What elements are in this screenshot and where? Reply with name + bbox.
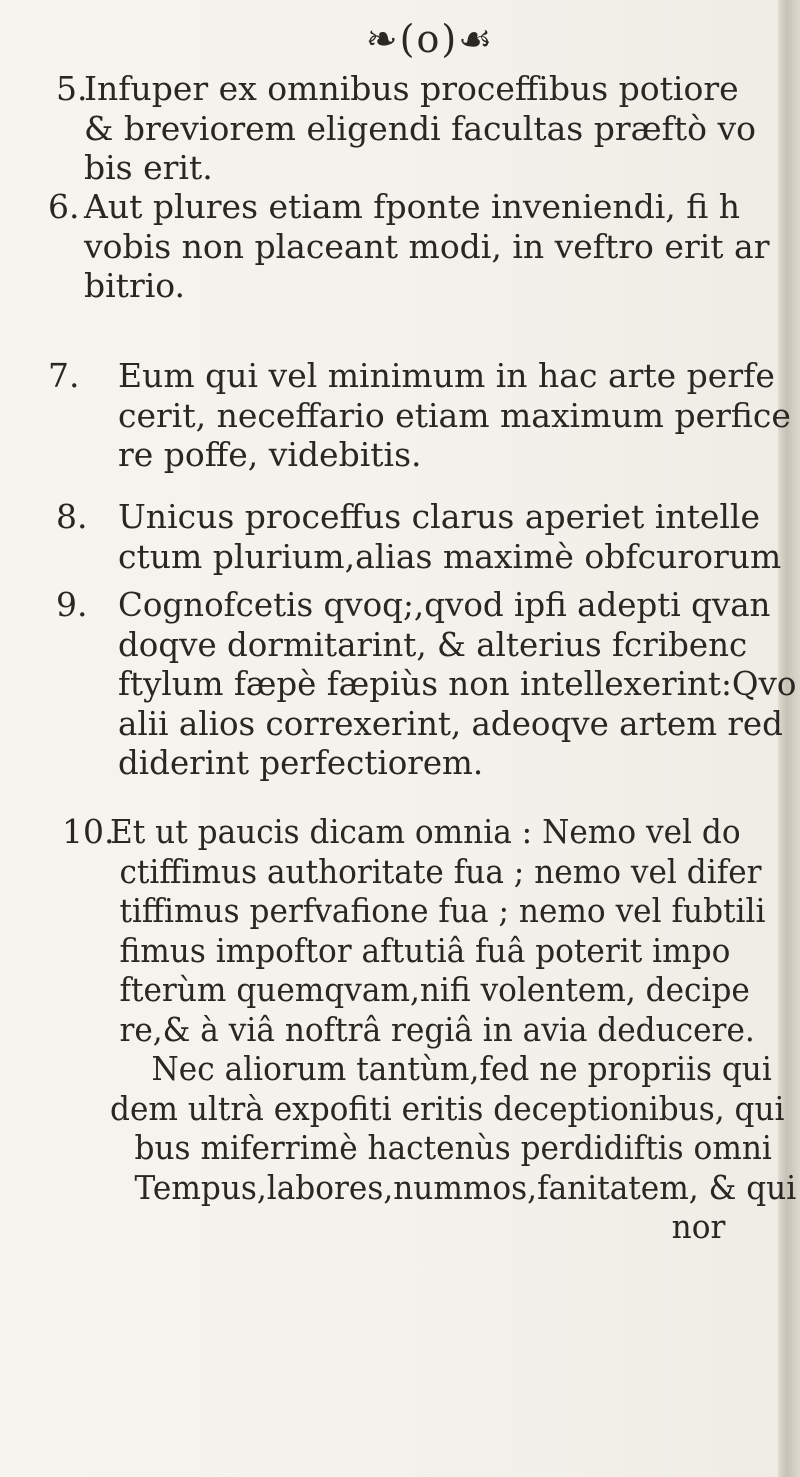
text-line: fimus impoftor aftutiâ fuâ poterit impo [119,930,731,970]
paragraph-number: 10. [62,812,115,851]
text-line: Eum qui vel minimum in hac arte perfe [118,356,775,395]
text-line: re,& à viâ noftrâ regiâ in avia deducere. [119,1009,755,1049]
text-line: bus miferrimè hactenùs perdidiftis omni [134,1128,772,1167]
paragraph-number: 5. [56,69,88,108]
text-line: Tempus,labores,nummos,fanitatem, & qui [134,1167,797,1207]
text-line: Aut plures etiam fponte inveniendi, fi h [84,187,741,226]
text-line: & breviorem eligendi facultas præftò vo [84,108,756,148]
text-line: doqve dormitarint, & alterius fcribenc [118,624,748,664]
text-line: re poffe, videbitis. [118,435,422,474]
paragraph-9 [118,585,800,783]
paragraph-7 [118,356,791,475]
text-line: ftylum fæpè fæpiùs non intellexerint:Qvo [118,664,797,703]
text-line: cerit, neceffario etiam maximum perfice [118,395,791,435]
text-line: nor [671,1207,726,1246]
paragraph-5 [84,69,756,188]
text-line: Nec aliorum tantùm,fed ne propriis qui [151,1049,772,1088]
text-line: dem ultrà expofiti eritis deceptionibus, qui [110,1088,785,1128]
text-line: vobis non placeant modi, in veftro erit ar [84,226,770,266]
text-line: diderint perfectiorem. [118,743,484,782]
paragraph-number: 7. [48,356,80,395]
paragraph-10 [110,812,800,1247]
paragraph-number: 6. [48,187,80,226]
paragraph-number: 8. [56,497,88,536]
paragraph-8 [118,497,781,576]
paragraph-6 [84,187,769,306]
text-line: bitrio. [84,266,186,305]
text-line: bis erit. [84,148,213,187]
text-line: ctum plurium,alias maximè obfcurorum [118,536,782,576]
text-line: Et ut paucis dicam omnia : Nemo vel do [110,812,741,851]
text-line: Infuper ex omnibus proceffibus potiore [84,69,739,108]
header-ornament: ❧(o)☙ [365,17,495,61]
text-line: Cognofcetis qvoq;,qvod ipfi adepti qvan [118,585,771,624]
text-line: alii alios correxerint, adeoqve artem red [118,703,783,743]
text-line: fterùm quemqvam,nifi volentem, decipe [119,970,750,1009]
paragraph-number: 9. [56,585,88,624]
text-line: ctiffimus authoritate fua ; nemo vel difer [119,851,762,891]
text-line: Unicus proceffus clarus aperiet intelle [118,497,761,536]
text-line: tiffimus perfvafione fua ; nemo vel fubtili [119,891,766,930]
